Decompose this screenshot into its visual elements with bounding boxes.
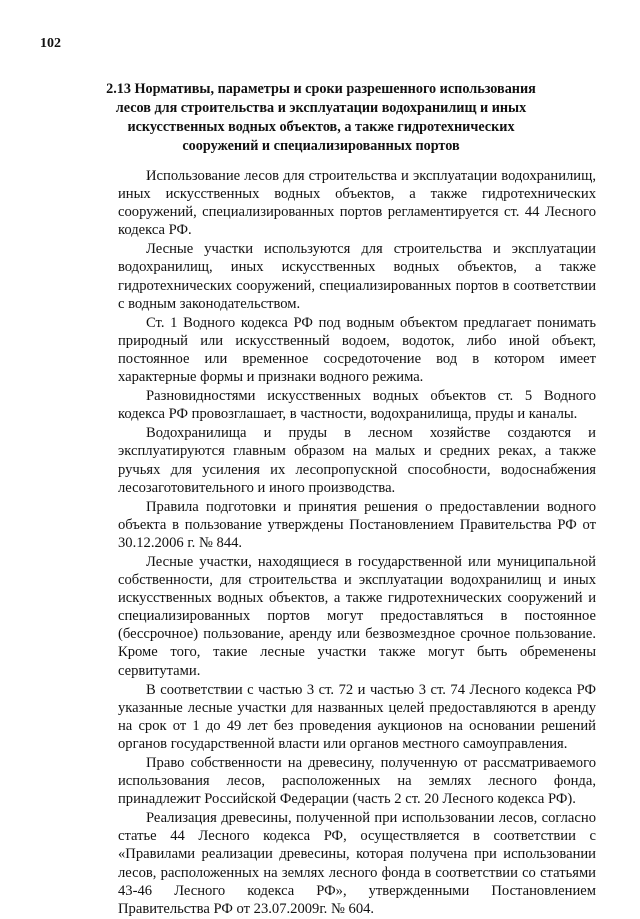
- page-number: 102: [40, 36, 61, 51]
- paragraph: Водохранилища и пруды в лесном хозяйстве создаются и эксплуатируются главным образом на малых и средних реках, а также ручьях для усиления их лесопропускной способности, водоснабжения лесозаготовительного и иного производства.: [118, 425, 596, 496]
- paragraph: Ст. 1 Водного кодекса РФ под водным объектом предлагает понимать природный или искусственный водоем, водоток, либо иной объект, постоянное или временное сосредоточение вод в котором имеет характерные формы и признаки водного режима.: [118, 314, 596, 386]
- paragraph: Лесные участки используются для строительства и эксплуатации водохранилищ, иных искусственных водных объектов, а также гидротехнических сооружений, специализированных портов в соответствии с водным законодательством.: [118, 241, 596, 312]
- body-text: [118, 167, 596, 919]
- paragraph: Лесные участки, находящиеся в государственной или муниципальной собственности, для строительства и эксплуатации водохранилищ и иных искусственных водных объектов, а также гидротехнических сооружений и специализированных портов могут предоставляться в постоянное (бессрочное) пользование, аренду или безвозмездное срочное пользование. Кроме того, такие лесные участки также могут быть обременены сервитутами.: [118, 553, 596, 679]
- paragraph: Правила подготовки и принятия решения о предоставлении водного объекта в пользование утверждены Постановлением Правительства РФ от 30.12.2006 г. № 844.: [118, 498, 596, 551]
- paragraph: В соответствии с частью 3 ст. 72 и частью 3 ст. 74 Лесного кодекса РФ указанные лесные участки для названных целей предоставляются в аренду на срок от 1 до 49 лет без проведения аукционов на основании решений органов государственной власти или органов местного самоуправления.: [118, 681, 596, 752]
- paragraph: Использование лесов для строительства и эксплуатации водохранилищ, иных искусственных водных объектов, а также гидротехнических сооружений, специализированных портов регламентируется ст. 44 Лесного кодекса РФ.: [118, 168, 596, 239]
- section-heading: 2.13 Нормативы, параметры и сроки разрешенного использования лесов для строительства и эксплуатации водохранилищ и иных искусственных водных объектов, а также гидротехнических сооружений и специализированных портов: [106, 81, 536, 154]
- paragraph: Разновидностями искусственных водных объектов ст. 5 Водного кодекса РФ провозглашает, в частности, водохранилища, пруды и каналы.: [118, 388, 596, 423]
- paragraph: Реализация древесины, полученной при использовании лесов, согласно статье 44 Лесного кодекса РФ, осуществляется в соответствии с «Правилами реализации древесины, которая получена при использовании лесов, расположенных на землях лесного фонда в соответствии со статьями 43-46 Лесного кодекса РФ», утвержденными Постановлением Правительства РФ от 23.07.2009г. № 604.: [118, 810, 596, 917]
- paragraph: Право собственности на древесину, полученную от рассматриваемого использования лесов, расположенных на землях лесного фонда, принадлежит Российской Федерации (часть 2 ст. 20 Лесного кодекса РФ).: [118, 755, 596, 808]
